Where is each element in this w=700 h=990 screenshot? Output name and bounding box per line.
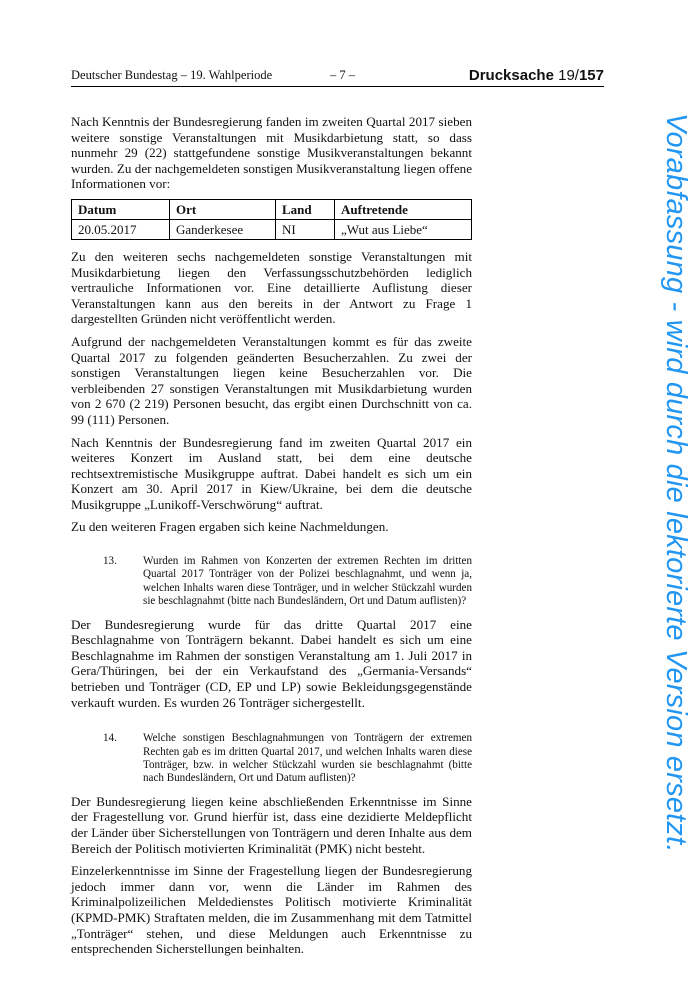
document-number-bold: 157 [578,67,604,84]
table-cell-ort: Ganderkesee [170,219,276,239]
question-text: Welche sonstigen Beschlagnahmungen von Tonträgern der extremen Rechten gab es im dritten Quartal 2017, und welchen Inhalts waren diese Tonträger, bzw. in welcher Stückzahl wurden sie beschlagnahmt (bitte nach Bundesländern, Ort und Datum auflisten)? [143,732,472,785]
draft-watermark: Vorabfassung - wird durch die lektorierte Version ersetzt. [660,113,692,853]
event-table [71,199,472,240]
table-cell-land: NI [276,219,335,239]
paragraph: Zu den weiteren sechs nachgemeldeten sonstige Veranstaltungen mit Musikdarbietung liegen den Verfassungsschutzbehörden lediglich vertrauliche Informationen vor. Eine detaillierte Auflistung dieser Veranstaltungen kann aus den bereits in der Antwort zu Frage 1 dargestellten Gründen nicht veröffentlicht werden. [71,248,472,327]
question-text: Wurden im Rahmen von Konzerten der extremen Rechten im dritten Quartal 2017 Tonträger von der Polizei beschlagnahmt, und wenn ja, welchen Inhalts waren diese Tonträger, und in welcher Stückzahl wurden sie beschlagnahmt (bitte nach Bundesländern, Ort und Datum auflisten)? [143,555,472,608]
paragraph: Nach Kenntnis der Bundesregierung fanden im zweiten Quartal 2017 sieben weitere sonstige Veranstaltungen mit Musikdarbietung statt, so dass nunmehr 29 (22) stattgefundene sonstige Musikveranstaltungen bekannt wurden. Zu der nachgemeldeten sonstigen Musikveranstaltung liegen offene Informationen vor: [71,114,472,192]
question-13 [71,555,472,609]
document-number-prefix: 19/ [558,67,579,84]
answer-paragraph: Einzelerkenntnisse im Sinne der Fragestellung liegen der Bundesregierung jedoch immer dann vor, wenn die Länder im Rahmen des Kriminalpolizeilichen Meldedienstes Politisch motivierte Kriminalität (KPMD-PMK) Straftaten melden, die im Zusammenhang mit dem Tatmittel „Tonträger“ stehen, und diese Meldungen auch Erkenntnisse zu entsprechenden Sicherstellungen beinhalten. [71,863,472,957]
document-label: Drucksache [468,67,554,84]
paragraph: Nach Kenntnis der Bundesregierung fand im zweiten Quartal 2017 ein weiteres Konzert im Ausland statt, bei dem eine deutsche rechtsextremistische Musikgruppe auftrat. Dabei handelt es sich um ein Konzert am 30. April 2017 in Kiew/Ukraine, bei dem die deutsche Musikgruppe „Lunikoff-Verschwörung“ auftrat. [71,434,472,512]
table-cell-auftretende: „Wut aus Liebe“ [335,219,472,239]
question-number: 13. [103,555,117,568]
table-row [72,219,472,239]
table-header-row [72,199,472,219]
paragraph: Aufgrund der nachgemeldeten Veranstaltungen kommt es für das zweite Quartal 2017 zu folgenden geänderten Besucherzahlen. Zu zwei der sonstigen Veranstaltungen liegen keine Besucherzahlen vor. Die verbleibenden 27 sonstigen Veranstaltungen mit Musikdarbietung wurden von 2 670 (2 219) Personen besucht, das ergibt einen Durchschnitt von ca. 99 (111) Personen. [71,333,472,427]
column-header-auftretende: Auftretende [335,199,472,219]
column-header-land: Land [276,199,335,219]
document-number [469,67,604,84]
answer-paragraph: Der Bundesregierung wurde für das dritte Quartal 2017 eine Beschlagnahme von Tonträgern bekannt. Dabei handelt es sich um eine Beschlagnahme im Rahmen der sonstigen Veranstaltung am 1. Juli 2017 in Gera/Thüringen, bei der ein Verkaufstand des „Germania-Versands“ betrieben und Tonträger (CD, EP und LP) sowie Bekleidungsgegenstände verkauft wurden. Es wurden 26 Tonträger sichergestellt. [71,616,472,710]
page-header [71,66,604,87]
answer-paragraph: Der Bundesregierung liegen keine abschließenden Erkenntnisse im Sinne der Fragestellung vor. Grund hierfür ist, dass eine dezidierte Meldepflicht der Länder über Sicherstellungen von Tonträgern und deren Inhalte aus dem Bereich der Politisch motivierten Kriminalität (PMK) nicht besteht. [71,793,472,856]
question-number: 14. [103,732,117,745]
column-header-datum: Datum [72,199,170,219]
header-publication: Deutscher Bundestag – 19. Wahlperiode [71,68,273,82]
table-cell-datum: 20.05.2017 [72,219,170,239]
document-body [71,114,472,964]
column-header-ort: Ort [170,199,276,219]
page-number: – 7 – [330,68,355,82]
question-14 [71,732,472,786]
paragraph: Zu den weiteren Fragen ergaben sich keine Nachmeldungen. [71,519,389,535]
